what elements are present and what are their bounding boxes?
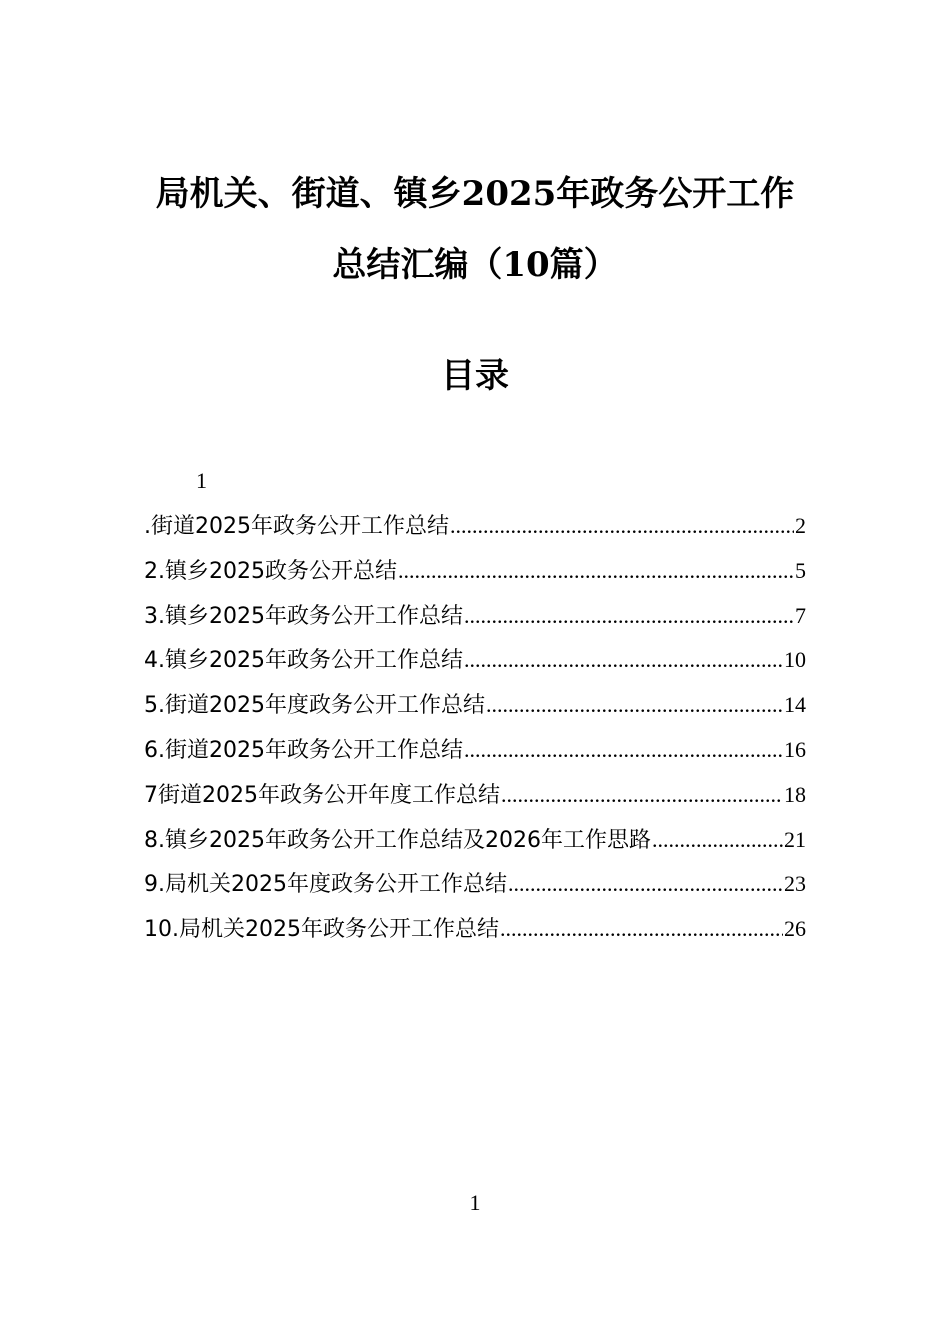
toc-entry[interactable] xyxy=(144,869,806,914)
toc-entry-title: 4.镇乡2025年政务公开工作总结 xyxy=(144,648,463,674)
toc-entry-page: 14 xyxy=(784,692,806,718)
toc-entry-title: 7街道2025年政务公开年度工作总结 xyxy=(144,782,500,808)
toc-entry[interactable] xyxy=(144,556,806,601)
toc-dot-leader xyxy=(464,735,783,765)
toc-entry[interactable] xyxy=(144,645,806,690)
table-of-contents xyxy=(144,511,806,959)
toc-entry-title: 5.街道2025年度政务公开工作总结 xyxy=(144,693,485,719)
toc-entry-title: 6.街道2025年政务公开工作总结 xyxy=(144,737,463,763)
toc-entry[interactable] xyxy=(144,735,806,780)
toc-entry-page: 5 xyxy=(795,557,806,583)
toc-dot-leader xyxy=(464,645,783,675)
page-number: 1 xyxy=(469,1190,481,1215)
toc-entry-page: 26 xyxy=(784,916,806,942)
toc-entry-title: 10.局机关2025年政务公开工作总结 xyxy=(144,917,499,943)
toc-entry-page: 16 xyxy=(784,736,806,762)
toc-entry[interactable] xyxy=(144,780,806,825)
toc-entry[interactable] xyxy=(144,601,806,646)
toc-dot-leader xyxy=(500,914,783,944)
toc-entry-title: 9.局机关2025年度政务公开工作总结 xyxy=(144,872,507,898)
toc-entry[interactable] xyxy=(144,914,806,959)
toc-entry-page: 10 xyxy=(784,647,806,673)
toc-entry-title: .街道2025年政务公开工作总结 xyxy=(144,514,449,539)
toc-entry-page: 21 xyxy=(784,826,806,852)
toc-dot-leader xyxy=(508,869,783,899)
toc-heading: 目录 xyxy=(441,356,509,396)
toc-dot-leader xyxy=(398,556,794,586)
toc-dot-leader xyxy=(464,601,794,631)
toc-entry-page: 7 xyxy=(795,602,806,628)
toc-dot-leader xyxy=(501,780,783,810)
toc-entry-page: 18 xyxy=(784,781,806,807)
toc-entry[interactable] xyxy=(144,690,806,735)
toc-stray-number: 1 xyxy=(196,468,207,493)
toc-entry[interactable] xyxy=(144,511,806,556)
toc-entry-title: 8.镇乡2025年政务公开工作总结及2026年工作思路 xyxy=(144,827,651,853)
document-title-line-1: 局机关、街道、镇乡2025年政务公开工作 xyxy=(155,174,795,214)
document-title-line-2: 总结汇编（10篇） xyxy=(332,245,618,285)
toc-entry-page: 2 xyxy=(795,513,806,538)
toc-dot-leader xyxy=(652,825,783,855)
toc-entry[interactable] xyxy=(144,825,806,870)
toc-entry-page: 23 xyxy=(784,871,806,897)
toc-dot-leader xyxy=(486,690,783,720)
toc-entry-title: 3.镇乡2025年政务公开工作总结 xyxy=(144,603,463,629)
toc-entry-title: 2.镇乡2025政务公开总结 xyxy=(144,558,397,584)
toc-dot-leader xyxy=(450,511,794,541)
